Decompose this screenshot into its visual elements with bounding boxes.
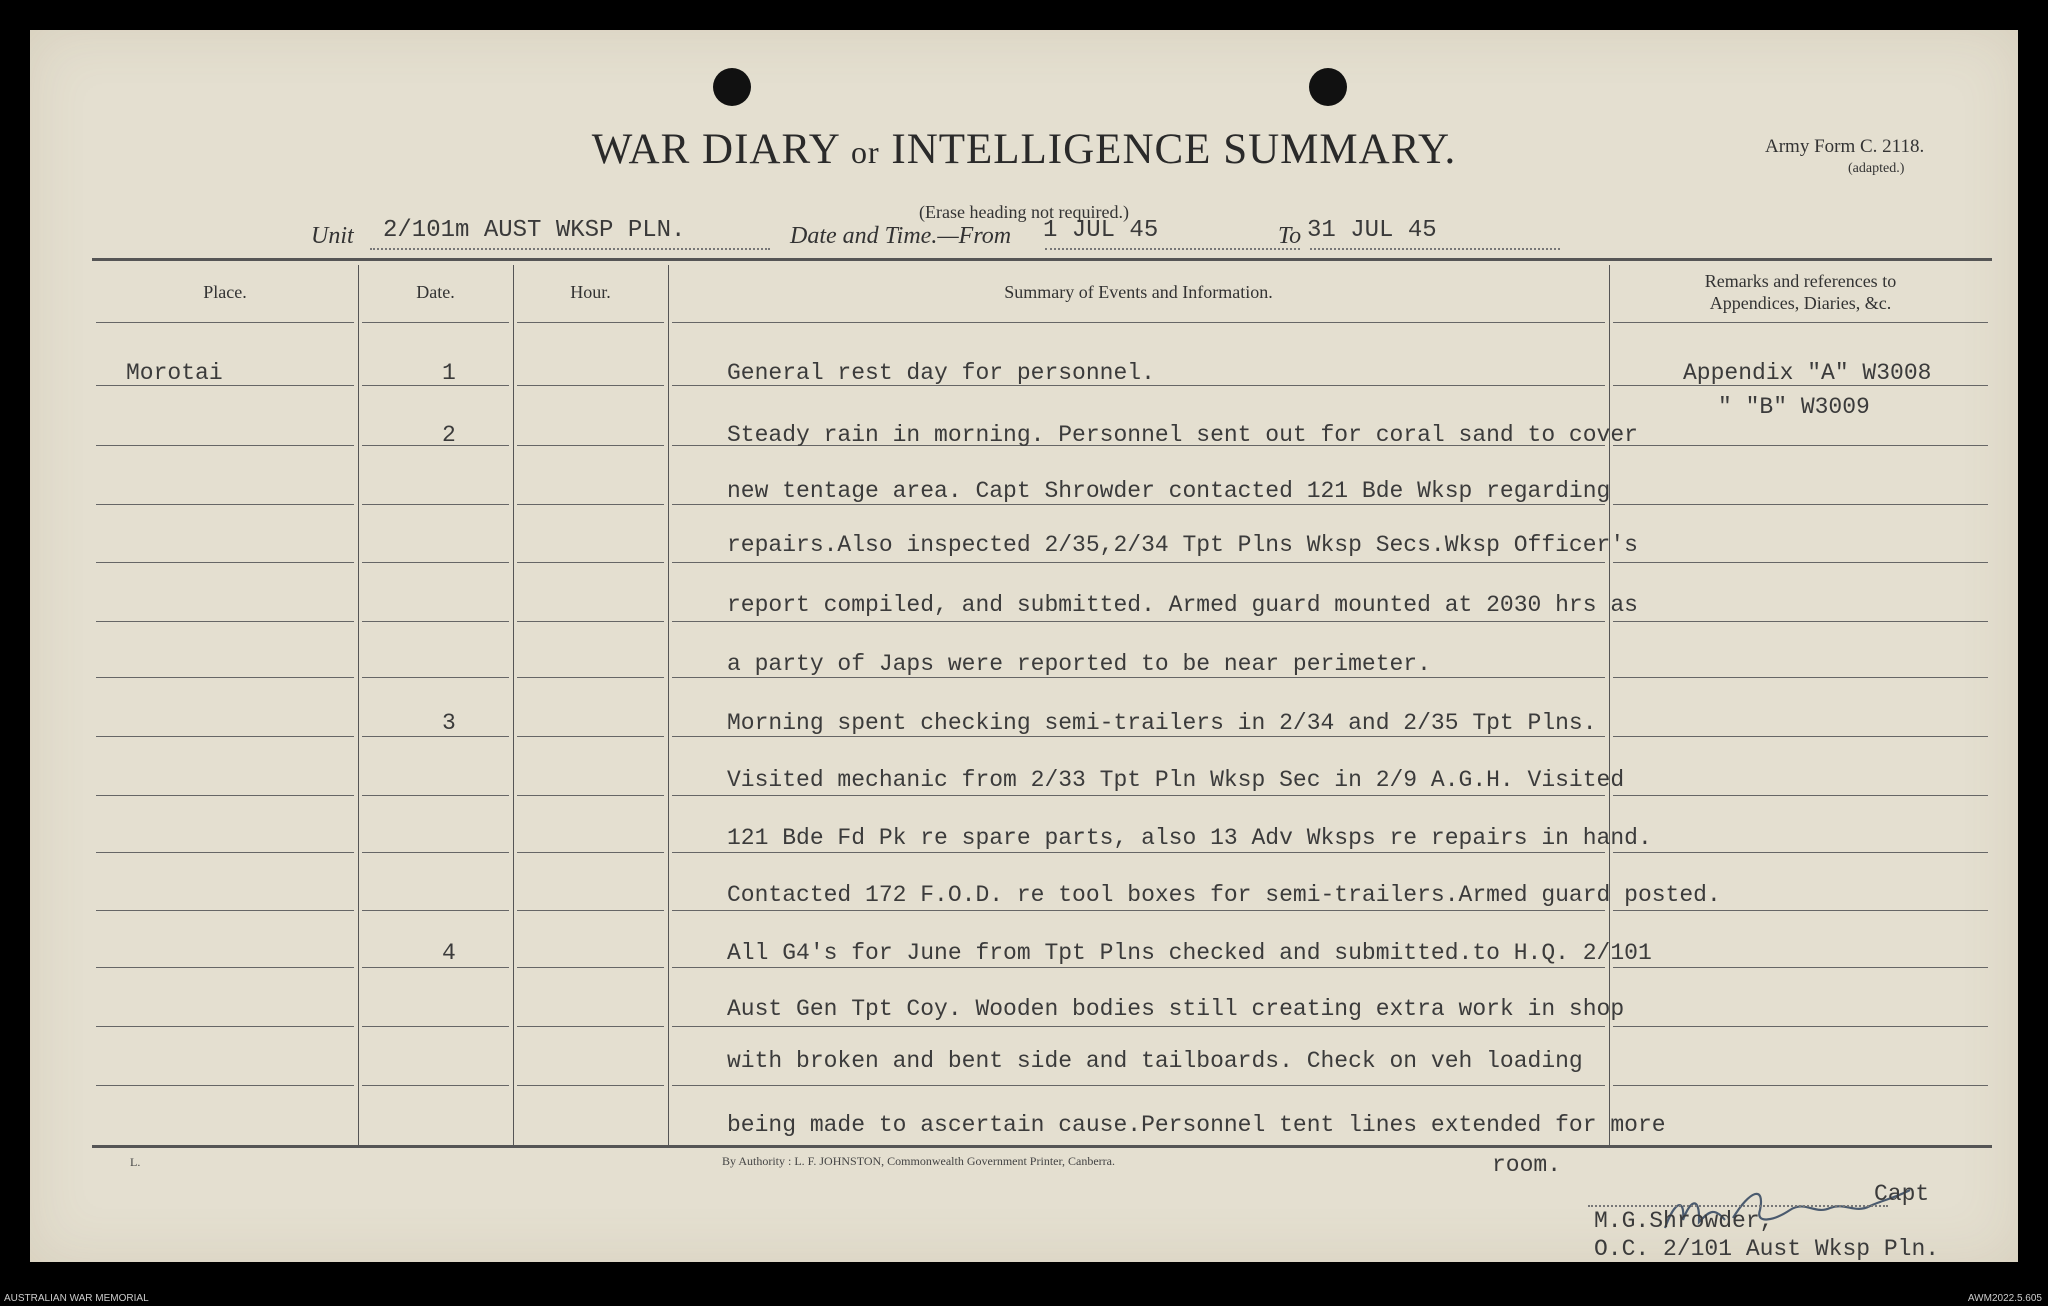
ruled-line [672, 967, 1605, 968]
summary-line: repairs.Also inspected 2/35,2/34 Tpt Plns Wksp Secs.Wksp Officer's [727, 532, 1638, 558]
ruled-line [672, 677, 1605, 678]
ruled-line [517, 852, 664, 853]
col-head-remarks-2: Appendices, Diaries, &c. [1709, 293, 1892, 313]
ruled-line [517, 910, 664, 911]
ruled-line [362, 322, 509, 323]
summary-line: Visited mechanic from 2/33 Tpt Pln Wksp Sec in 2/9 A.G.H. Visited [727, 767, 1625, 793]
ruled-line [362, 967, 509, 968]
ruled-line [672, 1026, 1605, 1027]
army-form-number: Army Form C. 2118. [1765, 136, 1925, 157]
ruled-line [1613, 736, 1988, 737]
col-head-summary: Summary of Events and Information. [1004, 282, 1273, 302]
summary-line: being made to ascertain cause.Personnel tent lines extended for more [727, 1112, 1666, 1138]
to-label: To [1278, 223, 1302, 249]
ruled-line [96, 445, 354, 446]
ruled-line [362, 677, 509, 678]
signature-title: O.C. 2/101 Aust Wksp Pln. [1594, 1236, 1940, 1262]
ruled-line [672, 562, 1605, 563]
date-3: 3 [442, 710, 456, 736]
col-divider-1 [358, 265, 359, 1145]
ruled-line [1613, 1026, 1988, 1027]
ruled-line [362, 1085, 509, 1086]
printer-authority: By Authority : L. F. JOHNSTON, Commonwealth Government Printer, Canberra. [722, 1154, 1115, 1168]
ruled-line [96, 677, 354, 678]
ruled-line [672, 852, 1605, 853]
ruled-line [517, 504, 664, 505]
ruled-line [96, 562, 354, 563]
ruled-line [96, 910, 354, 911]
col-divider-3 [668, 265, 669, 1145]
ruled-line [517, 445, 664, 446]
unit-label: Unit [311, 223, 354, 249]
remark-appendix-a: Appendix "A" W3008 [1683, 360, 1932, 386]
unit-value: 2/101m AUST WKSP PLN. [383, 217, 686, 244]
ruled-line [362, 562, 509, 563]
ruled-line [1613, 504, 1988, 505]
ruled-line [96, 852, 354, 853]
summary-line: All G4's for June from Tpt Plns checked and submitted.to H.Q. 2/101 [727, 940, 1652, 966]
ruled-line [1613, 910, 1988, 911]
signature-rank: Capt [1874, 1181, 1930, 1207]
from-dotline [1045, 248, 1300, 250]
ruled-line [1613, 852, 1988, 853]
diary-page [30, 30, 2018, 1262]
col-head-date: Date. [416, 282, 455, 302]
ruled-line [672, 504, 1605, 505]
col-head-remarks-1: Remarks and references to [1704, 271, 1897, 291]
ruled-line [362, 1026, 509, 1027]
ruled-line [96, 1026, 354, 1027]
ruled-line [517, 385, 664, 386]
ruled-line [96, 967, 354, 968]
ruled-line [517, 736, 664, 737]
ruled-line [517, 1026, 664, 1027]
summary-line: Steady rain in morning. Personnel sent out for coral sand to cover [727, 422, 1638, 448]
ruled-line [1613, 562, 1988, 563]
ruled-line [96, 621, 354, 622]
ruled-line [672, 736, 1605, 737]
ruled-line [1613, 322, 1988, 323]
ruled-line [362, 504, 509, 505]
ruled-line [362, 445, 509, 446]
ruled-line [1613, 677, 1988, 678]
footer-left-mark: L. [130, 1155, 141, 1169]
ruled-line [672, 1085, 1605, 1086]
ruled-line [1613, 1085, 1988, 1086]
date-1: 1 [442, 360, 456, 386]
to-dotline [1310, 248, 1560, 250]
summary-line: Morning spent checking semi-trailers in 2/34 and 2/35 Tpt Plns. [727, 710, 1597, 736]
ruled-line [362, 852, 509, 853]
signature-name: M.G.Shrowder, [1594, 1208, 1774, 1234]
adapted-note: (adapted.) [1848, 161, 1905, 176]
ruled-line [362, 736, 509, 737]
summary-line: 121 Bde Fd Pk re spare parts, also 13 Adv Wksps re repairs in hand. [727, 825, 1652, 851]
table-top-rule [92, 258, 1992, 261]
ruled-line [1613, 795, 1988, 796]
ruled-line [672, 910, 1605, 911]
ruled-line [517, 677, 664, 678]
summary-line: with broken and bent side and tailboards. Check on veh loading [727, 1048, 1583, 1074]
ruled-line [517, 1085, 664, 1086]
ruled-line [517, 322, 664, 323]
archive-credit: AUSTRALIAN WAR MEMORIAL [4, 1293, 149, 1304]
ruled-line [362, 795, 509, 796]
ruled-line [672, 621, 1605, 622]
ruled-line [96, 504, 354, 505]
ruled-line [1613, 967, 1988, 968]
summary-line: General rest day for personnel. [727, 360, 1155, 386]
summary-line: report compiled, and submitted. Armed guard mounted at 2030 hrs as [727, 592, 1638, 618]
date-label: Date and Time.—From [790, 223, 1012, 249]
ruled-line [362, 910, 509, 911]
ruled-line [672, 322, 1605, 323]
summary-line: Contacted 172 F.O.D. re tool boxes for semi-trailers.Armed guard posted. [727, 882, 1721, 908]
ruled-line [517, 795, 664, 796]
summary-line: Aust Gen Tpt Coy. Wooden bodies still creating extra work in shop [727, 996, 1625, 1022]
ruled-line [96, 736, 354, 737]
col-divider-2 [513, 265, 514, 1145]
ruled-line [517, 967, 664, 968]
ruled-line [96, 322, 354, 323]
punch-hole-left [713, 68, 751, 106]
page-title: WAR DIARY or INTELLIGENCE SUMMARY. [591, 126, 1457, 173]
place-morotai: Morotai [126, 360, 223, 386]
ruled-line [672, 795, 1605, 796]
date-2: 2 [442, 422, 456, 448]
ruled-line [1613, 445, 1988, 446]
ruled-line [96, 795, 354, 796]
ruled-line [517, 621, 664, 622]
ruled-line [362, 385, 509, 386]
ruled-line [1613, 621, 1988, 622]
remark-appendix-b: " "B" W3009 [1718, 394, 1870, 420]
date-to: 31 JUL 45 [1307, 217, 1437, 244]
archive-reference: AWM2022.5.605 [1967, 1293, 2042, 1304]
summary-line: a party of Japs were reported to be near perimeter. [727, 651, 1431, 677]
col-head-place: Place. [203, 282, 247, 302]
punch-hole-right [1309, 68, 1347, 106]
signature-dotline [1588, 1205, 1888, 1207]
unit-dotline [370, 248, 770, 250]
summary-line: new tentage area. Capt Shrowder contacted 121 Bde Wksp regarding [727, 478, 1611, 504]
ruled-line [96, 1085, 354, 1086]
ruled-line [517, 562, 664, 563]
col-head-hour: Hour. [570, 282, 611, 302]
date-4: 4 [442, 940, 456, 966]
ruled-line [362, 621, 509, 622]
subtitle: (Erase heading not required.) [919, 202, 1129, 222]
table-bottom-rule [92, 1145, 1992, 1148]
date-from: 1 JUL 45 [1043, 217, 1159, 244]
summary-line: room. [1492, 1152, 1562, 1178]
